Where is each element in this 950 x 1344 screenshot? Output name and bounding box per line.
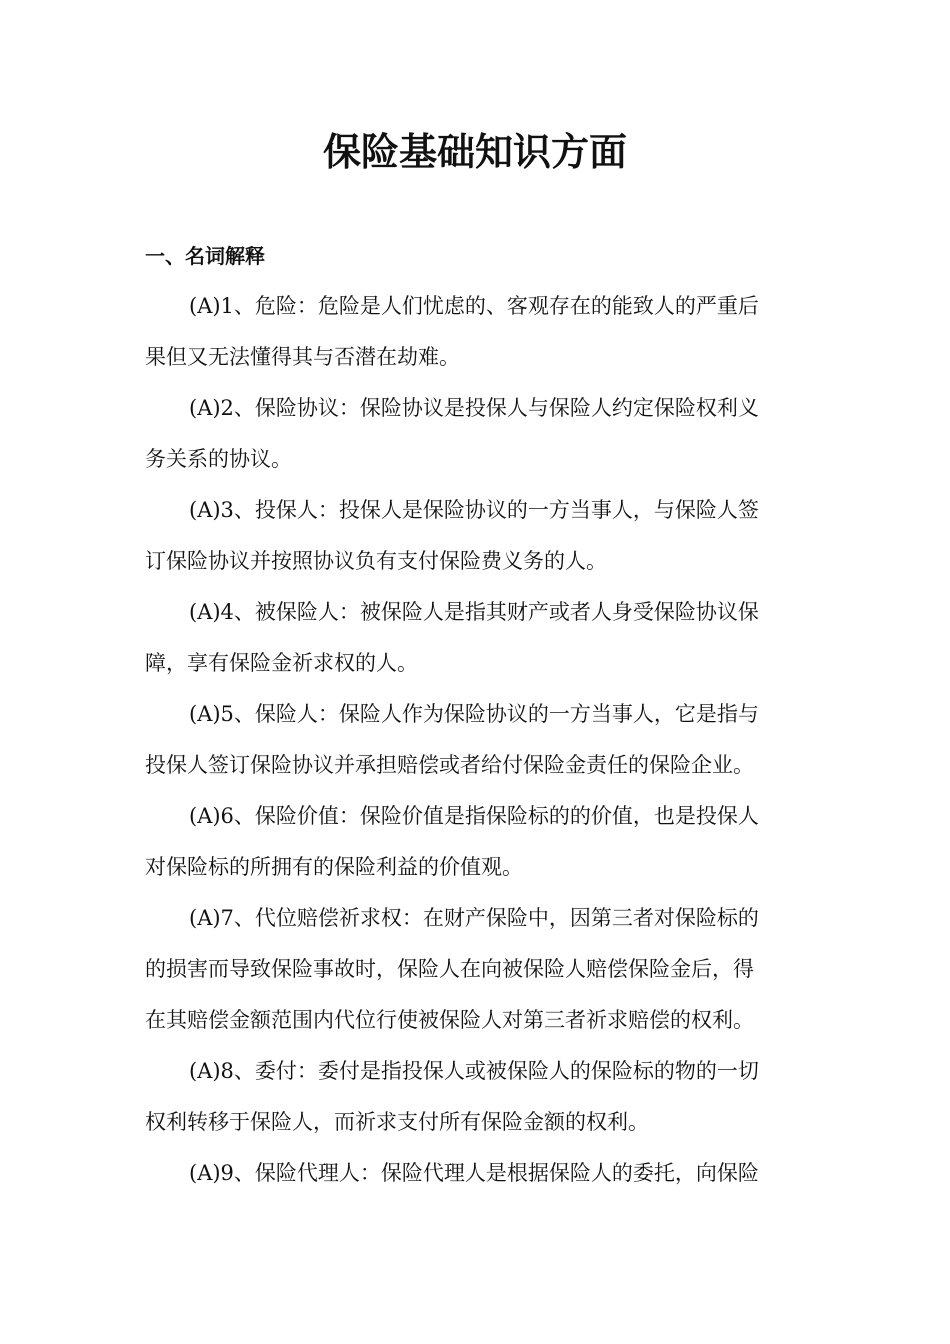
text-line: (A)4、被保险人：被保险人是指其财产或者人身受保险协议保 <box>189 600 759 624</box>
text-line: 在其赔偿金额范围内代位行使被保险人对第三者祈求赔偿的权利。 <box>145 1008 754 1032</box>
text-line: 障，享有保险金祈求权的人。 <box>145 651 418 675</box>
document-body <box>145 287 810 1205</box>
text-line: (A)1、危险：危险是人们忧虑的、客观存在的能致人的严重后 <box>189 294 759 318</box>
text-line: 订保险协议并按照协议负有支付保险费义务的人。 <box>145 549 607 573</box>
text-line: 权利转移于保险人，而祈求支付所有保险金额的权利。 <box>145 1110 649 1134</box>
text-line: (A)5、保险人：保险人作为保险协议的一方当事人，它是指与 <box>189 702 759 726</box>
text-line: (A)2、保险协议：保险协议是投保人与保险人约定保险权利义 <box>189 396 759 420</box>
text-line: 投保人签订保险协议并承担赔偿或者给付保险金责任的保险企业。 <box>145 753 754 777</box>
section-heading: 一、名词解释 <box>145 244 265 268</box>
text-line: 对保险标的所拥有的保险利益的价值观。 <box>145 855 523 879</box>
text-line: 的损害而导致保险事故时，保险人在向被保险人赔偿保险金后，得 <box>145 957 754 981</box>
text-line: 务关系的协议。 <box>145 447 292 471</box>
text-line: (A)7、代位赔偿祈求权：在财产保险中，因第三者对保险标的 <box>189 906 759 930</box>
document-title: 保险基础知识方面 <box>322 130 627 174</box>
text-line: (A)8、委付：委付是指投保人或被保险人的保险标的物的一切 <box>189 1059 759 1083</box>
text-line: (A)9、保险代理人：保险代理人是根据保险人的委托，向保险 <box>189 1161 759 1185</box>
text-line: (A)3、投保人：投保人是保险协议的一方当事人，与保险人签 <box>189 498 759 522</box>
text-line: 果但又无法懂得其与否潜在劫难。 <box>145 345 460 369</box>
text-line: (A)6、保险价值：保险价值是指保险标的的价值，也是投保人 <box>189 804 759 828</box>
